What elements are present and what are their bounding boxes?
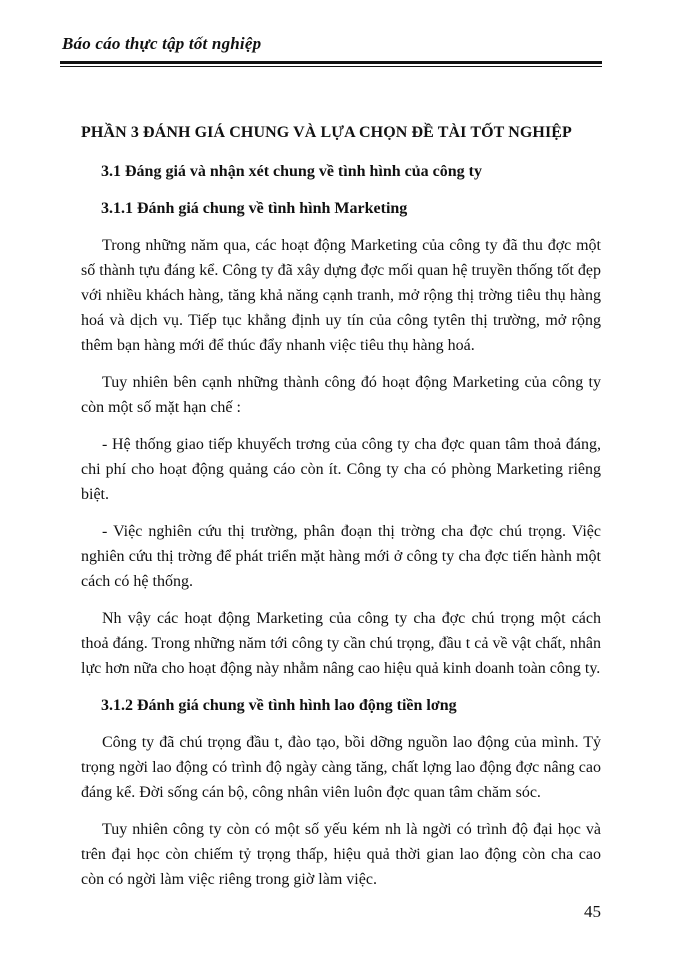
- paragraph: Trong những năm qua, các hoạt động Marketing của công ty đã thu đợc một số thành tựu đáng kể. Công ty đã xây dựng đợc mối quan hệ truyền thống tốt đẹp với nhiều khách hàng, tăng khả năng cạnh tranh, mở rộng thị trờng tiêu thụ hàng hoá và dịch vụ. Tiếp tục khẳng định uy tín của công tytên thị trường, mở rộng thêm bạn hàng mới để thúc đẩy nhanh việc tiêu thụ hàng hoá.: [81, 237, 601, 354]
- paragraph: - Hệ thống giao tiếp khuyếch trơng của công ty cha đợc quan tâm thoả đáng, chi phí cho hoạt động quảng cáo còn ít. Công ty cha có phòng Marketing riêng biệt.: [81, 436, 601, 503]
- header-rule-thin: [60, 66, 602, 67]
- page-number: 45: [584, 902, 601, 921]
- header-rule-thick: [60, 61, 602, 64]
- paragraph: Công ty đã chú trọng đầu t, đào tạo, bồi dỡng nguồn lao động của mình. Tỷ trọng ngời lao động có trình độ ngày càng tăng, chất lợng lao động đợc nâng cao đáng kể. Đời sống cán bộ, công nhân viên luôn đợc quan tâm chăm sóc.: [81, 734, 601, 801]
- paragraph: - Việc nghiên cứu thị trường, phân đoạn thị trờng cha đợc chú trọng. Việc nghiên cứu thị trờng để phát triển mặt hàng mới ở công ty cha đợc tiến hành một cách có hệ thống.: [81, 523, 601, 590]
- subsection-heading-marketing: 3.1.1 Đánh giá chung về tình hình Marketing: [101, 200, 408, 217]
- paragraph: Tuy nhiên bên cạnh những thành công đó hoạt động Marketing của công ty còn một số mặt hạn chế :: [81, 374, 601, 416]
- subsection-heading-labor-wages: 3.1.2 Đánh giá chung về tình hình lao động tiền lơng: [101, 697, 457, 714]
- running-header-title: Báo cáo thực tập tốt nghiệp: [62, 34, 262, 53]
- paragraph: Nh vậy các hoạt động Marketing của công ty cha đợc chú trọng một cách thoả đáng. Trong những năm tới công ty cần chú trọng, đầu t cả về vật chất, nhân lực hơn nữa cho hoạt động này nhằm nâng cao hiệu quả kinh doanh toàn công ty.: [81, 610, 601, 677]
- section-heading: 3.1 Đáng giá và nhận xét chung về tình hình của công ty: [101, 163, 482, 180]
- page-body: [81, 120, 601, 904]
- paragraph: Tuy nhiên công ty còn có một số yếu kém nh là ngời có trình độ đại học và trên đại học còn chiếm tỷ trọng thấp, hiệu quả thời gian lao động còn cha cao còn có ngời làm việc riêng trong giờ làm việc.: [81, 821, 601, 888]
- part-heading: PHẦN 3 ĐÁNH GIÁ CHUNG VÀ LỰA CHỌN ĐỀ TÀI TỐT NGHIỆP: [81, 124, 572, 141]
